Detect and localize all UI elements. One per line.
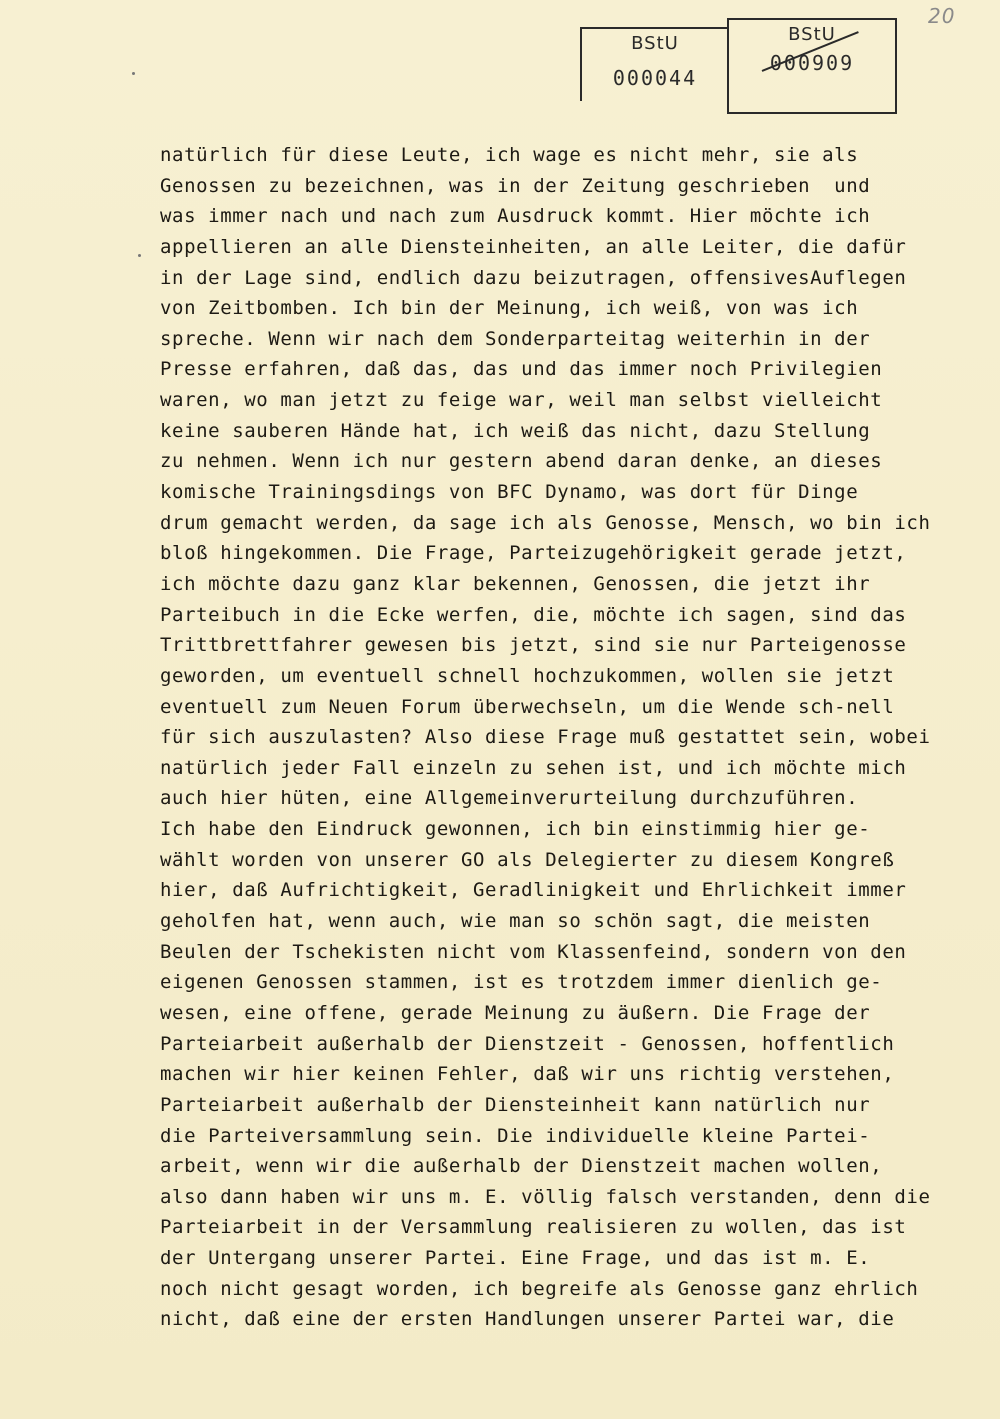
text-line: machen wir hier keinen Fehler, daß wir uns richtig verstehen,: [160, 1063, 895, 1086]
text-line: von Zeitbomben. Ich bin der Meinung, ich weiß, von was ich: [160, 297, 859, 320]
archive-stamp-bstu-1: [580, 27, 728, 101]
text-line: natürlich für diese Leute, ich wage es nicht mehr, sie als: [160, 144, 859, 166]
text-line: wählt worden von unserer GO als Delegierter zu diesem Kongreß: [160, 848, 895, 871]
text-line: Genossen zu bezeichnen, was in der Zeitung geschrieben und: [160, 174, 871, 197]
text-line: geholfen hat, wenn auch, wie man so schön sagt, die meisten: [160, 910, 871, 933]
text-line: eigenen Genossen stammen, ist es trotzdem immer dienlich ge-: [160, 971, 883, 994]
text-line: spreche. Wenn wir nach dem Sonderparteitag weiterhin in der: [160, 327, 871, 350]
text-line: waren, wo man jetzt zu feige war, weil man selbst vielleicht: [160, 389, 883, 412]
text-line: Parteiarbeit außerhalb der Dienstzeit - Genossen, hoffentlich: [160, 1032, 895, 1055]
text-line: Parteiarbeit in der Versammlung realisieren zu wollen, das ist: [160, 1216, 907, 1239]
text-line: noch nicht gesagt worden, ich begreife als Genosse ganz ehrlich: [160, 1277, 919, 1300]
stamp-label: BStU: [788, 24, 836, 45]
stamp-number: 000044: [612, 66, 698, 90]
handwritten-page-number: 20: [928, 4, 956, 28]
text-line: Trittbrettfahrer gewesen bis jetzt, sind sie nur Parteigenosse: [160, 634, 907, 657]
stamp-number-struck: 000909: [769, 51, 855, 75]
text-line: der Untergang unserer Partei. Eine Frage, und das ist m. E.: [160, 1247, 871, 1270]
text-line: hier, daß Aufrichtigkeit, Geradlinigkeit und Ehrlichkeit immer: [160, 879, 907, 902]
text-line: arbeit, wenn wir die außerhalb der Dienstzeit machen wollen,: [160, 1155, 883, 1178]
text-line: was immer nach und nach zum Ausdruck kommt. Hier möchte ich: [160, 205, 871, 228]
text-line: in der Lage sind, endlich dazu beizutragen, offensivesAuflegen: [160, 266, 907, 289]
text-line: wesen, eine offene, gerade Meinung zu äußern. Die Frage der: [160, 1001, 871, 1024]
text-line: Beulen der Tschekisten nicht vom Klassenfeind, sondern von den: [160, 940, 907, 963]
archive-stamp-bstu-2: [727, 18, 897, 114]
text-line: geworden, um eventuell schnell hochzukommen, wollen sie jetzt: [160, 664, 895, 687]
text-line: drum gemacht werden, da sage ich als Genosse, Mensch, wo bin ich: [160, 511, 931, 534]
stamp-label: BStU: [631, 33, 679, 54]
text-line: die Parteiversammlung sein. Die individuelle kleine Partei-: [160, 1124, 871, 1147]
text-line: ich möchte dazu ganz klar bekennen, Genossen, die jetzt ihr: [160, 572, 871, 595]
text-line: keine sauberen Hände hat, ich weiß das nicht, dazu Stellung: [160, 419, 871, 442]
text-line: Parteiarbeit außerhalb der Diensteinheit kann natürlich nur: [160, 1093, 871, 1116]
paper-speck: [138, 254, 141, 257]
text-line: also dann haben wir uns m. E. völlig falsch verstanden, denn die: [160, 1185, 931, 1208]
text-line: komische Trainingsdings von BFC Dynamo, was dort für Dinge: [160, 481, 859, 504]
text-line: Ich habe den Eindruck gewonnen, ich bin einstimmig hier ge-: [160, 818, 871, 841]
text-line: Parteibuch in die Ecke werfen, die, möchte ich sagen, sind das: [160, 603, 907, 626]
text-line: zu nehmen. Wenn ich nur gestern abend daran denke, an dieses: [160, 450, 883, 473]
text-line: für sich auszulasten? Also diese Frage muß gestattet sein, wobei: [160, 726, 931, 749]
text-line: eventuell zum Neuen Forum überwechseln, um die Wende sch-nell: [160, 695, 895, 718]
text-line: natürlich jeder Fall einzeln zu sehen ist, und ich möchte mich: [160, 756, 907, 779]
text-line: bloß hingekommen. Die Frage, Parteizugehörigkeit gerade jetzt,: [160, 542, 907, 565]
text-line: auch hier hüten, eine Allgemeinverurteilung durchzuführen.: [160, 787, 859, 810]
typed-body-text: [160, 140, 960, 1335]
text-line: appellieren an alle Diensteinheiten, an alle Leiter, die dafür: [160, 235, 907, 258]
text-line: nicht, daß eine der ersten Handlungen unserer Partei war, die: [160, 1308, 895, 1331]
paper-speck: [132, 72, 135, 75]
text-line: Presse erfahren, daß das, das und das immer noch Privilegien: [160, 358, 883, 381]
